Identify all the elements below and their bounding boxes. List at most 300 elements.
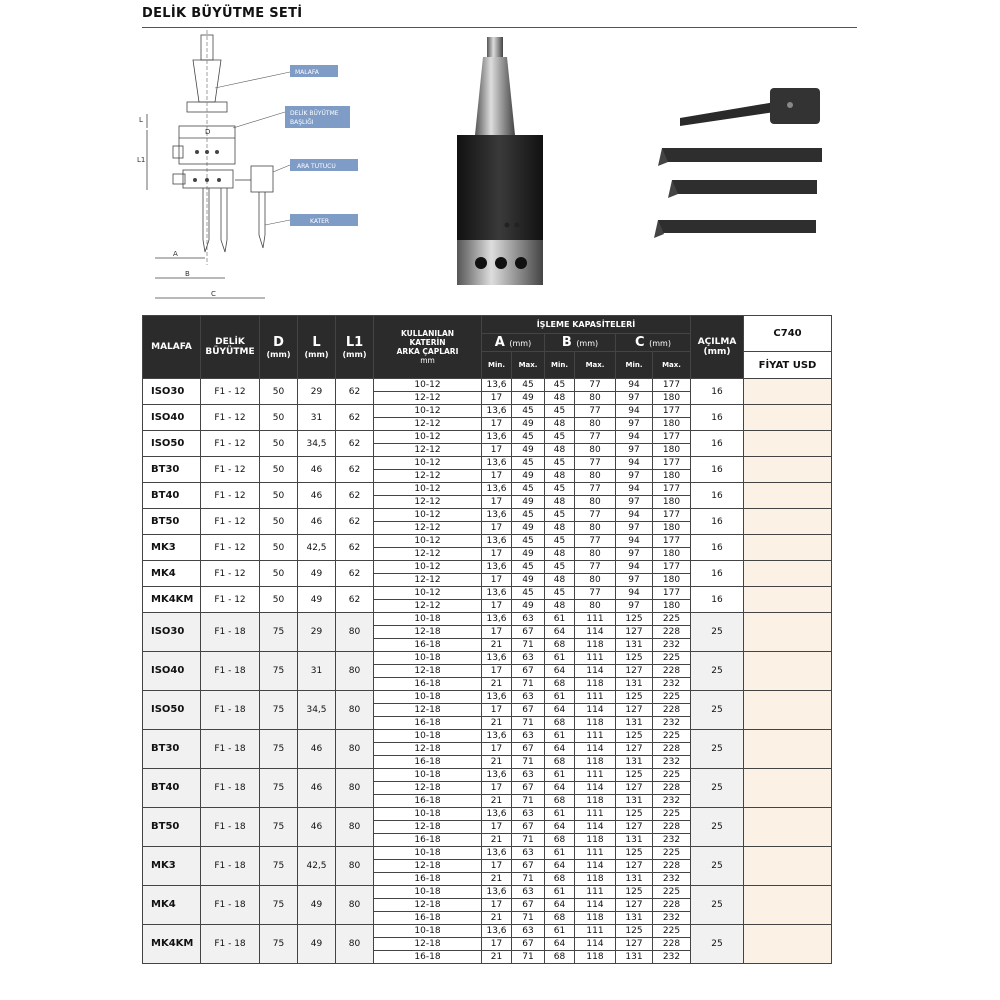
c-min-cell: 125 (616, 613, 653, 626)
c-min-cell: 127 (616, 899, 653, 912)
table-row (143, 431, 832, 444)
malafa-cell: BT40 (143, 769, 201, 808)
header-b (545, 334, 616, 352)
bar-diameter-cell: 12-12 (374, 470, 482, 483)
c-max-cell: 228 (653, 704, 691, 717)
a-min-cell: 13,6 (482, 509, 512, 522)
b-max-cell: 114 (575, 938, 616, 951)
b-max-cell: 77 (575, 561, 616, 574)
table-row (143, 483, 832, 496)
l1-cell: 62 (336, 431, 374, 457)
a-min-cell: 17 (482, 899, 512, 912)
l-cell: 42,5 (298, 847, 336, 886)
price-cell (744, 769, 832, 808)
a-min-cell: 17 (482, 418, 512, 431)
bar-diameter-cell: 16-18 (374, 951, 482, 964)
c-min-cell: 97 (616, 418, 653, 431)
b-min-cell: 48 (545, 392, 575, 405)
boring-head-cell: F1 - 12 (201, 561, 260, 587)
c-max-cell: 232 (653, 678, 691, 691)
c-min-cell: 127 (616, 743, 653, 756)
a-min-cell: 13,6 (482, 379, 512, 392)
malafa-cell: ISO40 (143, 652, 201, 691)
acilma-cell: 16 (691, 431, 744, 457)
l1-cell: 80 (336, 613, 374, 652)
d-cell: 50 (260, 587, 298, 613)
l-cell: 46 (298, 730, 336, 769)
malafa-cell: ISO40 (143, 405, 201, 431)
a-min-cell: 13,6 (482, 886, 512, 899)
c-max-cell: 228 (653, 899, 691, 912)
c-max-cell: 225 (653, 808, 691, 821)
c-min-cell: 131 (616, 717, 653, 730)
a-min-cell: 13,6 (482, 405, 512, 418)
b-min-cell: 68 (545, 678, 575, 691)
a-min-cell: 21 (482, 912, 512, 925)
b-max-cell: 80 (575, 522, 616, 535)
b-min-cell: 45 (545, 483, 575, 496)
boring-head-cell: F1 - 18 (201, 613, 260, 652)
header-c-min: Min. (616, 352, 653, 379)
c-min-cell: 125 (616, 808, 653, 821)
header-a-unit: (mm) (509, 339, 532, 348)
callout-delik-buyutme-line2: BAŞLIĞI (290, 119, 314, 126)
a-min-cell: 17 (482, 444, 512, 457)
a-min-cell: 21 (482, 873, 512, 886)
b-min-cell: 45 (545, 431, 575, 444)
bar-diameter-cell: 12-12 (374, 392, 482, 405)
b-max-cell: 77 (575, 535, 616, 548)
malafa-cell: ISO50 (143, 691, 201, 730)
a-min-cell: 17 (482, 548, 512, 561)
page-title: DELİK BÜYÜTME SETİ (142, 6, 303, 21)
price-cell (744, 613, 832, 652)
b-min-cell: 61 (545, 730, 575, 743)
b-min-cell: 48 (545, 522, 575, 535)
b-max-cell: 77 (575, 431, 616, 444)
a-min-cell: 13,6 (482, 769, 512, 782)
price-cell (744, 587, 832, 613)
b-min-cell: 64 (545, 743, 575, 756)
header-kullanilan (374, 316, 482, 379)
malafa-cell: MK4 (143, 886, 201, 925)
acilma-cell: 16 (691, 483, 744, 509)
a-min-cell: 17 (482, 860, 512, 873)
b-min-cell: 48 (545, 470, 575, 483)
d-cell: 50 (260, 431, 298, 457)
d-cell: 75 (260, 847, 298, 886)
a-max-cell: 71 (512, 834, 545, 847)
boring-head-cell: F1 - 12 (201, 379, 260, 405)
header-l (298, 316, 336, 379)
l1-cell: 80 (336, 847, 374, 886)
c-min-cell: 131 (616, 912, 653, 925)
acilma-cell: 25 (691, 925, 744, 964)
header-c-unit: (mm) (649, 339, 671, 348)
a-max-cell: 67 (512, 704, 545, 717)
malafa-cell: MK4KM (143, 925, 201, 964)
a-max-cell: 49 (512, 600, 545, 613)
boring-head-cell: F1 - 18 (201, 847, 260, 886)
c-max-cell: 232 (653, 756, 691, 769)
malafa-cell: BT30 (143, 730, 201, 769)
price-cell (744, 561, 832, 587)
header-c (616, 334, 691, 352)
a-max-cell: 67 (512, 899, 545, 912)
table-row (143, 509, 832, 522)
a-min-cell: 17 (482, 743, 512, 756)
c-min-cell: 125 (616, 769, 653, 782)
c-max-cell: 225 (653, 652, 691, 665)
c-max-cell: 232 (653, 873, 691, 886)
table-row (143, 613, 832, 626)
header-kullanilan-line1: KULLANILAN (400, 329, 455, 338)
table-row (143, 886, 832, 899)
d-cell: 50 (260, 405, 298, 431)
spec-table-body (143, 379, 832, 964)
c-max-cell: 228 (653, 665, 691, 678)
bar-diameter-cell: 16-18 (374, 795, 482, 808)
l-cell: 46 (298, 769, 336, 808)
a-min-cell: 13,6 (482, 808, 512, 821)
d-cell: 75 (260, 769, 298, 808)
b-min-cell: 48 (545, 496, 575, 509)
c-min-cell: 125 (616, 847, 653, 860)
malafa-cell: ISO30 (143, 379, 201, 405)
acilma-cell: 25 (691, 652, 744, 691)
header-a-label: A (494, 335, 505, 350)
c-min-cell: 131 (616, 834, 653, 847)
c-min-cell: 127 (616, 821, 653, 834)
acilma-cell: 16 (691, 561, 744, 587)
c-max-cell: 177 (653, 483, 691, 496)
b-min-cell: 64 (545, 704, 575, 717)
c-max-cell: 177 (653, 587, 691, 600)
header-b-unit: (mm) (576, 339, 599, 348)
table-row (143, 730, 832, 743)
d-cell: 75 (260, 886, 298, 925)
b-max-cell: 114 (575, 665, 616, 678)
b-min-cell: 45 (545, 405, 575, 418)
l-cell: 49 (298, 561, 336, 587)
b-max-cell: 111 (575, 886, 616, 899)
l-cell: 46 (298, 808, 336, 847)
c-max-cell: 180 (653, 418, 691, 431)
table-row (143, 691, 832, 704)
bar-diameter-cell: 10-18 (374, 730, 482, 743)
c-max-cell: 177 (653, 561, 691, 574)
bar-diameter-cell: 10-12 (374, 483, 482, 496)
b-max-cell: 77 (575, 509, 616, 522)
a-min-cell: 13,6 (482, 925, 512, 938)
acilma-cell: 25 (691, 769, 744, 808)
header-b-max: Max. (575, 352, 616, 379)
boring-head-cell: F1 - 12 (201, 405, 260, 431)
c-min-cell: 94 (616, 431, 653, 444)
b-max-cell: 118 (575, 678, 616, 691)
header-a-min: Min. (482, 352, 512, 379)
c-min-cell: 127 (616, 938, 653, 951)
c-max-cell: 232 (653, 795, 691, 808)
price-cell (744, 808, 832, 847)
a-min-cell: 21 (482, 717, 512, 730)
acilma-cell: 16 (691, 457, 744, 483)
table-row (143, 769, 832, 782)
c-min-cell: 131 (616, 756, 653, 769)
a-min-cell: 21 (482, 639, 512, 652)
header-a (482, 334, 545, 352)
bar-diameter-cell: 10-12 (374, 379, 482, 392)
b-min-cell: 68 (545, 951, 575, 964)
dim-L-label: L (139, 116, 143, 124)
l1-cell: 80 (336, 691, 374, 730)
b-min-cell: 61 (545, 691, 575, 704)
c-min-cell: 94 (616, 587, 653, 600)
c-max-cell: 225 (653, 691, 691, 704)
a-min-cell: 13,6 (482, 652, 512, 665)
c-min-cell: 97 (616, 470, 653, 483)
b-max-cell: 114 (575, 860, 616, 873)
l1-cell: 62 (336, 509, 374, 535)
b-max-cell: 80 (575, 600, 616, 613)
b-min-cell: 61 (545, 808, 575, 821)
boring-head-cell: F1 - 12 (201, 457, 260, 483)
c-min-cell: 97 (616, 574, 653, 587)
a-min-cell: 17 (482, 470, 512, 483)
b-max-cell: 111 (575, 808, 616, 821)
bar-diameter-cell: 12-12 (374, 522, 482, 535)
acilma-cell: 16 (691, 379, 744, 405)
bar-diameter-cell: 10-18 (374, 886, 482, 899)
a-min-cell: 13,6 (482, 691, 512, 704)
header-code: C740 (744, 316, 832, 352)
a-max-cell: 71 (512, 756, 545, 769)
table-row (143, 925, 832, 938)
l-cell: 42,5 (298, 535, 336, 561)
a-min-cell: 17 (482, 600, 512, 613)
a-min-cell: 21 (482, 756, 512, 769)
bar-diameter-cell: 10-12 (374, 535, 482, 548)
malafa-cell: MK4KM (143, 587, 201, 613)
b-max-cell: 118 (575, 639, 616, 652)
price-cell (744, 730, 832, 769)
c-max-cell: 228 (653, 626, 691, 639)
c-min-cell: 127 (616, 626, 653, 639)
a-max-cell: 67 (512, 821, 545, 834)
b-max-cell: 77 (575, 379, 616, 392)
a-max-cell: 45 (512, 405, 545, 418)
header-b-label: B (561, 335, 572, 350)
bar-diameter-cell: 12-12 (374, 574, 482, 587)
dim-C-label: C (211, 290, 216, 298)
b-min-cell: 61 (545, 769, 575, 782)
header-a-max: Max. (512, 352, 545, 379)
a-max-cell: 63 (512, 730, 545, 743)
b-min-cell: 45 (545, 379, 575, 392)
a-max-cell: 63 (512, 847, 545, 860)
b-min-cell: 68 (545, 834, 575, 847)
c-max-cell: 225 (653, 925, 691, 938)
bar-diameter-cell: 16-18 (374, 717, 482, 730)
d-cell: 50 (260, 535, 298, 561)
bar-diameter-cell: 16-18 (374, 756, 482, 769)
c-min-cell: 97 (616, 522, 653, 535)
c-max-cell: 180 (653, 600, 691, 613)
c-min-cell: 94 (616, 483, 653, 496)
b-min-cell: 64 (545, 860, 575, 873)
c-max-cell: 225 (653, 886, 691, 899)
b-max-cell: 114 (575, 899, 616, 912)
l1-cell: 62 (336, 379, 374, 405)
c-max-cell: 180 (653, 496, 691, 509)
price-cell (744, 925, 832, 964)
b-min-cell: 68 (545, 639, 575, 652)
bar-diameter-cell: 12-18 (374, 626, 482, 639)
d-cell: 50 (260, 483, 298, 509)
header-kullanilan-line3: ARKA ÇAPLARI (396, 347, 459, 356)
header-l-label: L (312, 335, 321, 350)
b-max-cell: 118 (575, 717, 616, 730)
a-max-cell: 49 (512, 548, 545, 561)
b-max-cell: 118 (575, 951, 616, 964)
a-max-cell: 45 (512, 483, 545, 496)
table-row (143, 652, 832, 665)
b-max-cell: 111 (575, 925, 616, 938)
table-row (143, 379, 832, 392)
b-min-cell: 68 (545, 873, 575, 886)
l-cell: 46 (298, 457, 336, 483)
header-l1-label: L1 (345, 335, 364, 350)
d-cell: 75 (260, 808, 298, 847)
l1-cell: 62 (336, 587, 374, 613)
bar-diameter-cell: 10-18 (374, 769, 482, 782)
c-min-cell: 131 (616, 678, 653, 691)
a-min-cell: 17 (482, 938, 512, 951)
price-cell (744, 886, 832, 925)
b-min-cell: 64 (545, 626, 575, 639)
l-cell: 29 (298, 379, 336, 405)
callout-ara-tutucu-text: ARA TUTUCU (297, 163, 336, 170)
bar-diameter-cell: 16-18 (374, 873, 482, 886)
c-min-cell: 94 (616, 405, 653, 418)
a-min-cell: 17 (482, 782, 512, 795)
b-max-cell: 80 (575, 548, 616, 561)
price-cell (744, 535, 832, 561)
l-cell: 34,5 (298, 431, 336, 457)
c-max-cell: 228 (653, 938, 691, 951)
b-max-cell: 111 (575, 691, 616, 704)
bar-diameter-cell: 10-18 (374, 691, 482, 704)
a-max-cell: 63 (512, 886, 545, 899)
d-cell: 75 (260, 691, 298, 730)
malafa-cell: BT30 (143, 457, 201, 483)
b-max-cell: 114 (575, 821, 616, 834)
c-min-cell: 127 (616, 704, 653, 717)
callout-kater-text: KATER (310, 218, 330, 225)
a-min-cell: 13,6 (482, 535, 512, 548)
c-max-cell: 180 (653, 444, 691, 457)
header-malafa: MALAFA (143, 316, 201, 379)
b-max-cell: 80 (575, 392, 616, 405)
c-min-cell: 131 (616, 639, 653, 652)
a-min-cell: 21 (482, 951, 512, 964)
a-max-cell: 49 (512, 444, 545, 457)
malafa-cell: MK3 (143, 535, 201, 561)
c-min-cell: 125 (616, 730, 653, 743)
table-row (143, 587, 832, 600)
b-max-cell: 114 (575, 626, 616, 639)
acilma-cell: 25 (691, 886, 744, 925)
boring-head-cell: F1 - 18 (201, 691, 260, 730)
b-min-cell: 64 (545, 821, 575, 834)
c-max-cell: 232 (653, 639, 691, 652)
bar-diameter-cell: 10-12 (374, 509, 482, 522)
a-max-cell: 63 (512, 925, 545, 938)
header-c-label: C (635, 335, 645, 350)
bar-diameter-cell: 10-12 (374, 457, 482, 470)
a-max-cell: 63 (512, 652, 545, 665)
a-max-cell: 67 (512, 782, 545, 795)
b-min-cell: 48 (545, 418, 575, 431)
a-max-cell: 49 (512, 522, 545, 535)
header-d-unit: (mm) (266, 350, 291, 359)
b-max-cell: 118 (575, 873, 616, 886)
a-max-cell: 49 (512, 470, 545, 483)
b-max-cell: 118 (575, 795, 616, 808)
b-min-cell: 64 (545, 899, 575, 912)
malafa-cell: BT50 (143, 509, 201, 535)
a-max-cell: 63 (512, 808, 545, 821)
c-max-cell: 228 (653, 782, 691, 795)
d-cell: 75 (260, 613, 298, 652)
l-cell: 46 (298, 509, 336, 535)
c-max-cell: 232 (653, 912, 691, 925)
price-cell (744, 457, 832, 483)
malafa-cell: ISO30 (143, 613, 201, 652)
price-cell (744, 691, 832, 730)
price-cell (744, 847, 832, 886)
a-max-cell: 71 (512, 678, 545, 691)
c-min-cell: 127 (616, 860, 653, 873)
l1-cell: 62 (336, 457, 374, 483)
a-min-cell: 13,6 (482, 483, 512, 496)
a-max-cell: 71 (512, 639, 545, 652)
boring-head-cell: F1 - 18 (201, 652, 260, 691)
a-min-cell: 21 (482, 678, 512, 691)
boring-head-cell: F1 - 18 (201, 925, 260, 964)
b-min-cell: 61 (545, 886, 575, 899)
boring-head-cell: F1 - 12 (201, 483, 260, 509)
header-l1-unit: (mm) (342, 350, 367, 359)
c-min-cell: 97 (616, 600, 653, 613)
boring-head-cell: F1 - 12 (201, 587, 260, 613)
c-max-cell: 180 (653, 574, 691, 587)
c-max-cell: 225 (653, 769, 691, 782)
bar-diameter-cell: 12-18 (374, 665, 482, 678)
a-max-cell: 71 (512, 795, 545, 808)
d-cell: 75 (260, 730, 298, 769)
bar-diameter-cell: 12-18 (374, 821, 482, 834)
bar-diameter-cell: 10-18 (374, 925, 482, 938)
malafa-cell: BT50 (143, 808, 201, 847)
header-acilma (691, 316, 744, 379)
c-max-cell: 177 (653, 379, 691, 392)
b-max-cell: 77 (575, 483, 616, 496)
a-max-cell: 45 (512, 535, 545, 548)
b-max-cell: 80 (575, 444, 616, 457)
c-max-cell: 180 (653, 392, 691, 405)
acilma-cell: 25 (691, 691, 744, 730)
